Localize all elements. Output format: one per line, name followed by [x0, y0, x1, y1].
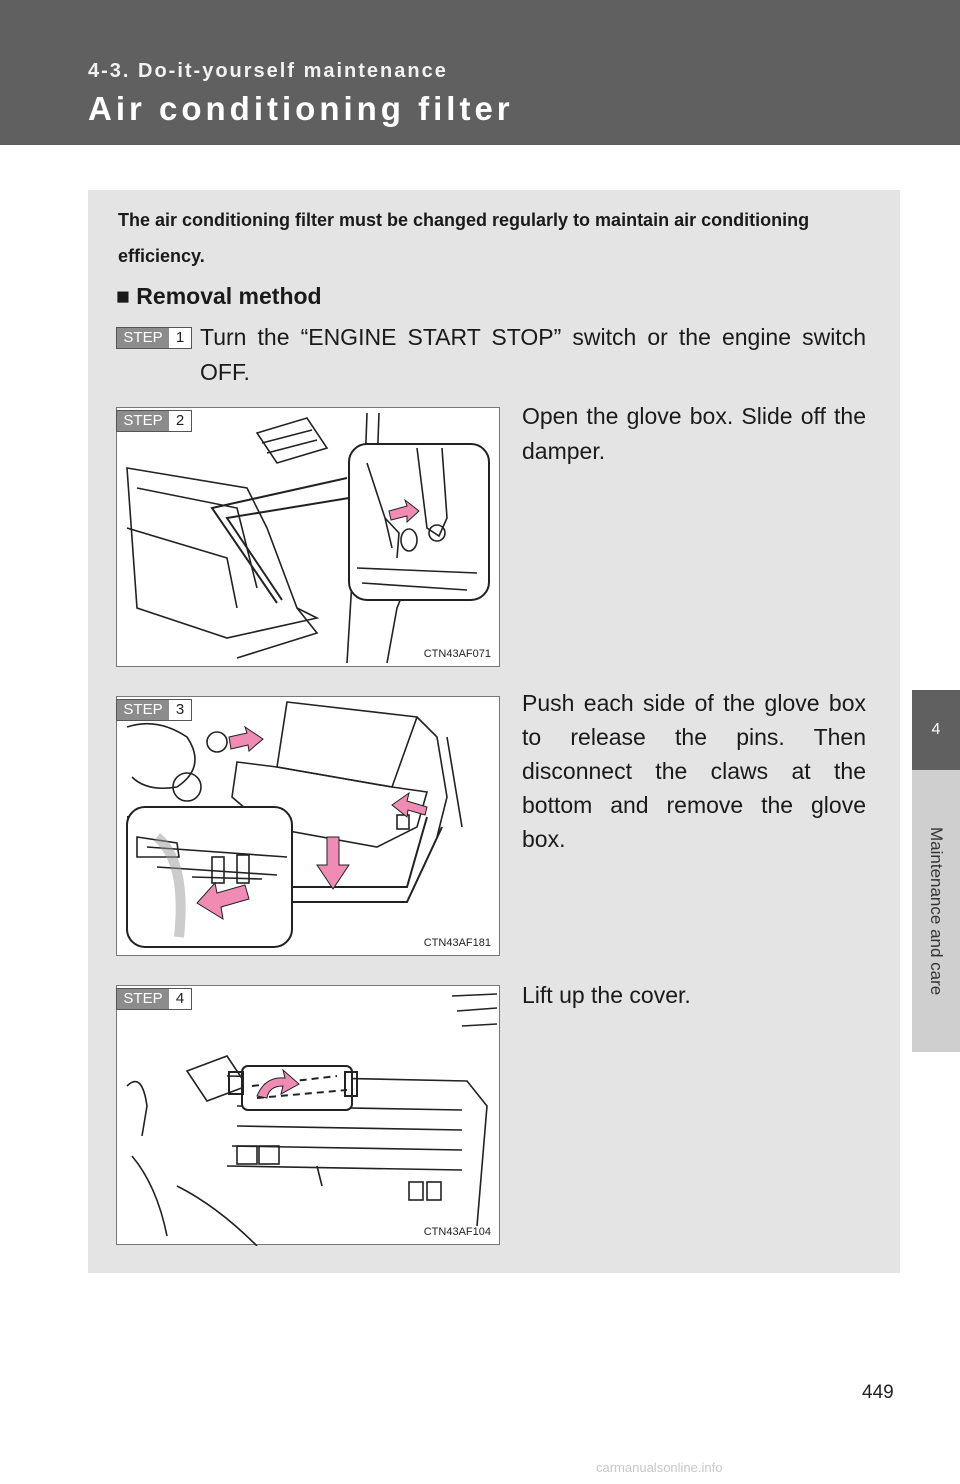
step-badge-number: 1	[175, 329, 185, 346]
step-2-illustration	[116, 407, 500, 667]
step-badge-word: STEP	[117, 328, 169, 348]
image-code: CTN43AF181	[423, 937, 491, 949]
section-label: 4-3. Do-it-yourself maintenance	[88, 60, 448, 82]
glove-box-damper-drawing	[117, 408, 501, 668]
step-4-illustration	[116, 985, 500, 1245]
step-badge-number: 2	[175, 412, 185, 429]
step-3-text: Push each side of the glove box to release the pins. Then disconnect the claws at the bottom and remove the glove box.	[522, 690, 866, 852]
cover-lift-drawing	[117, 986, 501, 1246]
step-badge-number: 3	[175, 701, 185, 718]
step-badge-word: STEP	[117, 411, 169, 431]
method-heading-text: Removal method	[136, 283, 322, 309]
step-4-text: Lift up the cover.	[522, 982, 691, 1008]
step-badge-4	[116, 988, 192, 1010]
step-badge-word: STEP	[117, 700, 169, 720]
image-code: CTN43AF071	[423, 648, 491, 660]
step-badge-3	[116, 699, 192, 721]
step-1-text: Turn the “ENGINE START STOP” switch or the engine switch OFF.	[200, 324, 866, 385]
page-header	[0, 0, 960, 145]
page-title: Air conditioning filter	[88, 90, 514, 127]
page-number: 449	[862, 1382, 894, 1403]
method-heading	[116, 283, 322, 310]
intro-text: The air conditioning filter must be changed regularly to maintain air conditioning efficiency.	[118, 210, 810, 266]
chapter-side-tab	[912, 770, 960, 1052]
step-badge-1	[116, 327, 192, 349]
step-badge-word: STEP	[117, 989, 169, 1009]
chapter-title: Maintenance and care	[927, 826, 946, 996]
step-2-text: Open the glove box. Slide off the damper.	[522, 403, 866, 464]
step-badge-2	[116, 410, 192, 432]
glove-box-release-drawing	[117, 697, 501, 957]
chapter-number-tab: 4	[912, 690, 960, 770]
step-3-illustration	[116, 696, 500, 956]
square-bullet-icon: ■	[116, 283, 130, 309]
watermark: carmanualsonline.info	[596, 1460, 723, 1475]
step-badge-number: 4	[175, 990, 185, 1007]
image-code: CTN43AF104	[423, 1226, 491, 1238]
